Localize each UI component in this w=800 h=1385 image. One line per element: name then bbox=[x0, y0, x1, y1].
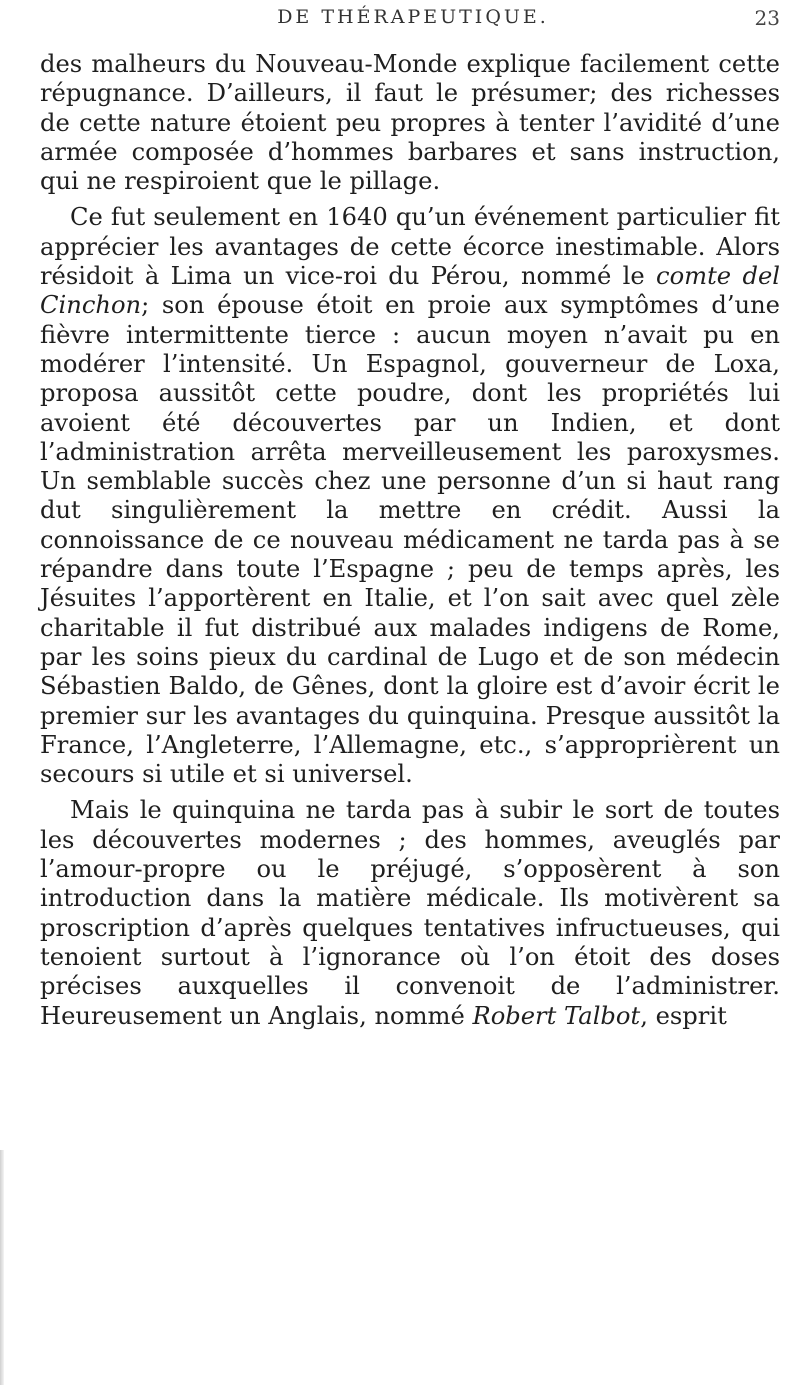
body-text bbox=[40, 50, 780, 1031]
paragraph-2-text-a: Ce fut seulement en 1640 qu’un événement particulier fit apprécier les avantages de cette écorce inestimable. Alors résidoit à Lima un vice-roi du Pérou, nommé le bbox=[40, 203, 780, 291]
page-header bbox=[46, 6, 780, 36]
paragraph-2-text-b: ; son épouse étoit en proie aux symptômes d’une fièvre intermittente tierce : aucun moyen n’avait pu en modérer l’intensité. Un Espagnol, gouverneur de Loxa, proposa aussitôt cette poudre, dont les propriétés lui avoient été découvertes par un Indien, et dont l’administration arrêta merveilleusement les paroxysmes. Un semblable succès chez une personne d’un si haut rang dut singulièrement la mettre en crédit. Aussi la connoissance de ce nouveau médicament ne tarda pas à se répandre dans toute l’Espagne ; peu de temps après, les Jésuites l’apportèrent en Italie, et l’on sait avec quel zèle charitable il fut distribué aux malades indigens de Rome, par les soins pieux du cardinal de Lugo et de son médecin Sébastien Baldo, de Gênes, dont la gloire est d’avoir écrit le premier sur les avantages du quinquina. Presque aussitôt la France, l’Angleterre, l’Allemagne, etc., s’approprièrent un secours si utile et si universel. bbox=[40, 291, 780, 789]
page-number: 23 bbox=[754, 6, 780, 30]
paragraph-3 bbox=[40, 796, 780, 1030]
paragraph-2-italic-name: comte del Cinchon bbox=[40, 262, 780, 320]
paragraph-3-text-b: , esprit bbox=[640, 1001, 727, 1030]
paragraph-3-text-a: Mais le quinquina ne tarda pas à subir le sort de toutes les découvertes modernes ; des hommes, aveuglés par l’amour-propre ou le préjugé, s’opposèrent à son introduction dans la matière médicale. Ils motivèrent sa proscription d’après quelques tentatives infructueuses, qui tenoient surtout à l’ignorance où l’on étoit des doses précises auxquelles il convenoit de l’administrer. Heureusement un Anglais, nommé bbox=[40, 796, 780, 1030]
running-head: DE THÉRAPEUTIQUE. bbox=[277, 6, 549, 28]
paragraph-3-italic-name: Robert Talbot bbox=[472, 1001, 641, 1030]
paragraph-1 bbox=[40, 50, 780, 196]
paragraph-2 bbox=[40, 203, 780, 789]
page-edge-shadow bbox=[0, 1150, 4, 1385]
paragraph-1-text: des malheurs du Nouveau-Monde explique facilement cette répugnance. D’ailleurs, il faut le présumer; des richesses de cette nature étoient peu propres à tenter l’avidité d’une armée composée d’hommes barbares et sans instruction, qui ne respiroient que le pillage. bbox=[40, 50, 780, 196]
